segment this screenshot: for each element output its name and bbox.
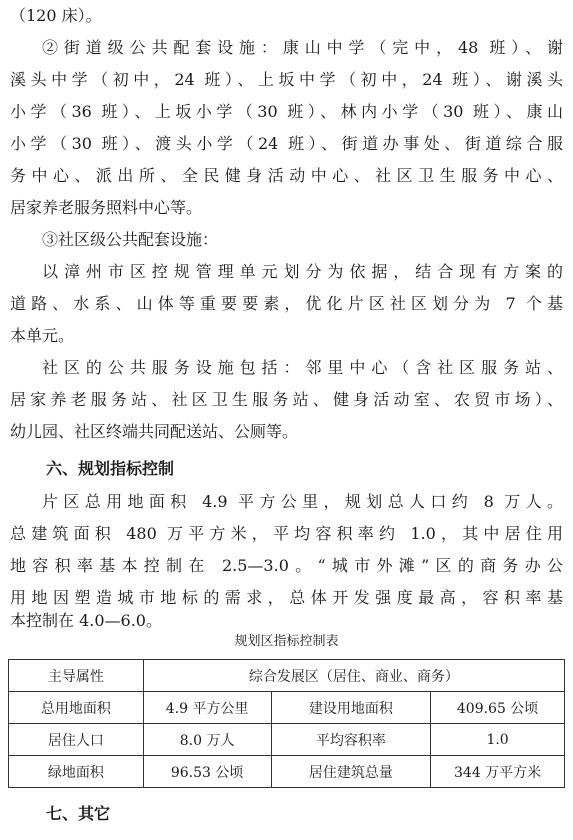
table-cell: 1.0 bbox=[431, 724, 565, 756]
table-cell: 居住建筑总量 bbox=[271, 756, 431, 788]
text-line: 地容积率基本控制在 2.5—3.0。“城市外滩”区的商务办公 bbox=[10, 556, 563, 575]
text-line: 溪头中学（初中，24 班）、上坂中学（初中，24 班）、谢溪头 bbox=[10, 70, 563, 89]
text-line: 以漳州市区控规管理单元划分为依据，结合现有方案的 bbox=[42, 262, 563, 281]
table-row bbox=[9, 692, 565, 724]
text-line: 务中心、派出所、全民健身活动中心、社区卫生服务中心、 bbox=[10, 166, 563, 185]
text-line: 本单元。 bbox=[10, 326, 75, 345]
table-cell: 绿地面积 bbox=[9, 756, 144, 788]
table-cell: 总用地面积 bbox=[9, 692, 144, 724]
text-line: （120 床）。 bbox=[10, 6, 102, 25]
text-line: 总建筑面积 480 万平方米，平均容积率约 1.0，其中居住用 bbox=[10, 524, 563, 543]
text-line: ③社区级公共配套设施： bbox=[42, 230, 219, 249]
table-caption: 规划区指标控制表 bbox=[234, 634, 339, 649]
text-line: 社区的公共服务设施包括：邻里中心（含社区服务站、 bbox=[42, 358, 563, 377]
table-row bbox=[9, 756, 565, 788]
table-cell: 平均容积率 bbox=[271, 724, 431, 756]
section-heading: 六、规划指标控制 bbox=[46, 459, 175, 478]
table-cell: 居住人口 bbox=[9, 724, 144, 756]
text-line: 幼儿园、社区终端共同配送站、公厕等。 bbox=[10, 422, 299, 441]
table-cell: 4.9 平方公里 bbox=[143, 692, 271, 724]
text-line: 片区总用地面积 4.9 平方公里，规划总人口约 8 万人。 bbox=[42, 492, 563, 511]
section-heading: 七、其它 bbox=[46, 804, 111, 823]
table-header-cell: 主导属性 bbox=[9, 660, 144, 692]
text-line: 用地因塑造城市地标的需求，总体开发强度最高，容积率基 bbox=[10, 588, 563, 607]
text-line: 居家养老服务站、社区卫生服务站、健身活动室、农贸市场）、 bbox=[10, 390, 563, 409]
table-cell: 344 万平方米 bbox=[431, 756, 565, 788]
table-header-row bbox=[9, 660, 565, 692]
text-line: 本控制在 4.0—6.0。 bbox=[10, 611, 162, 630]
text-line: 道路、水系、山体等重要要素，优化片区社区划分为 7 个基 bbox=[10, 294, 563, 313]
indicator-table bbox=[8, 659, 565, 788]
text-line: ②街道级公共配套设施：康山中学（完中，48 班）、谢 bbox=[42, 38, 563, 57]
table-cell: 409.65 公顷 bbox=[431, 692, 565, 724]
text-line: 小学（30 班）、渡头小学（24 班）、街道办事处、街道综合服 bbox=[10, 134, 563, 153]
text-line: 居家养老服务照料中心等。 bbox=[10, 198, 203, 217]
table-cell: 建设用地面积 bbox=[271, 692, 431, 724]
text-line: 小学（36 班）、上坂小学（30 班）、林内小学（30 班）、康山 bbox=[10, 102, 563, 121]
table-row bbox=[9, 724, 565, 756]
table-cell: 96.53 公顷 bbox=[143, 756, 271, 788]
table-cell: 8.0 万人 bbox=[143, 724, 271, 756]
table-header-cell: 综合发展区（居住、商业、商务） bbox=[143, 660, 564, 692]
